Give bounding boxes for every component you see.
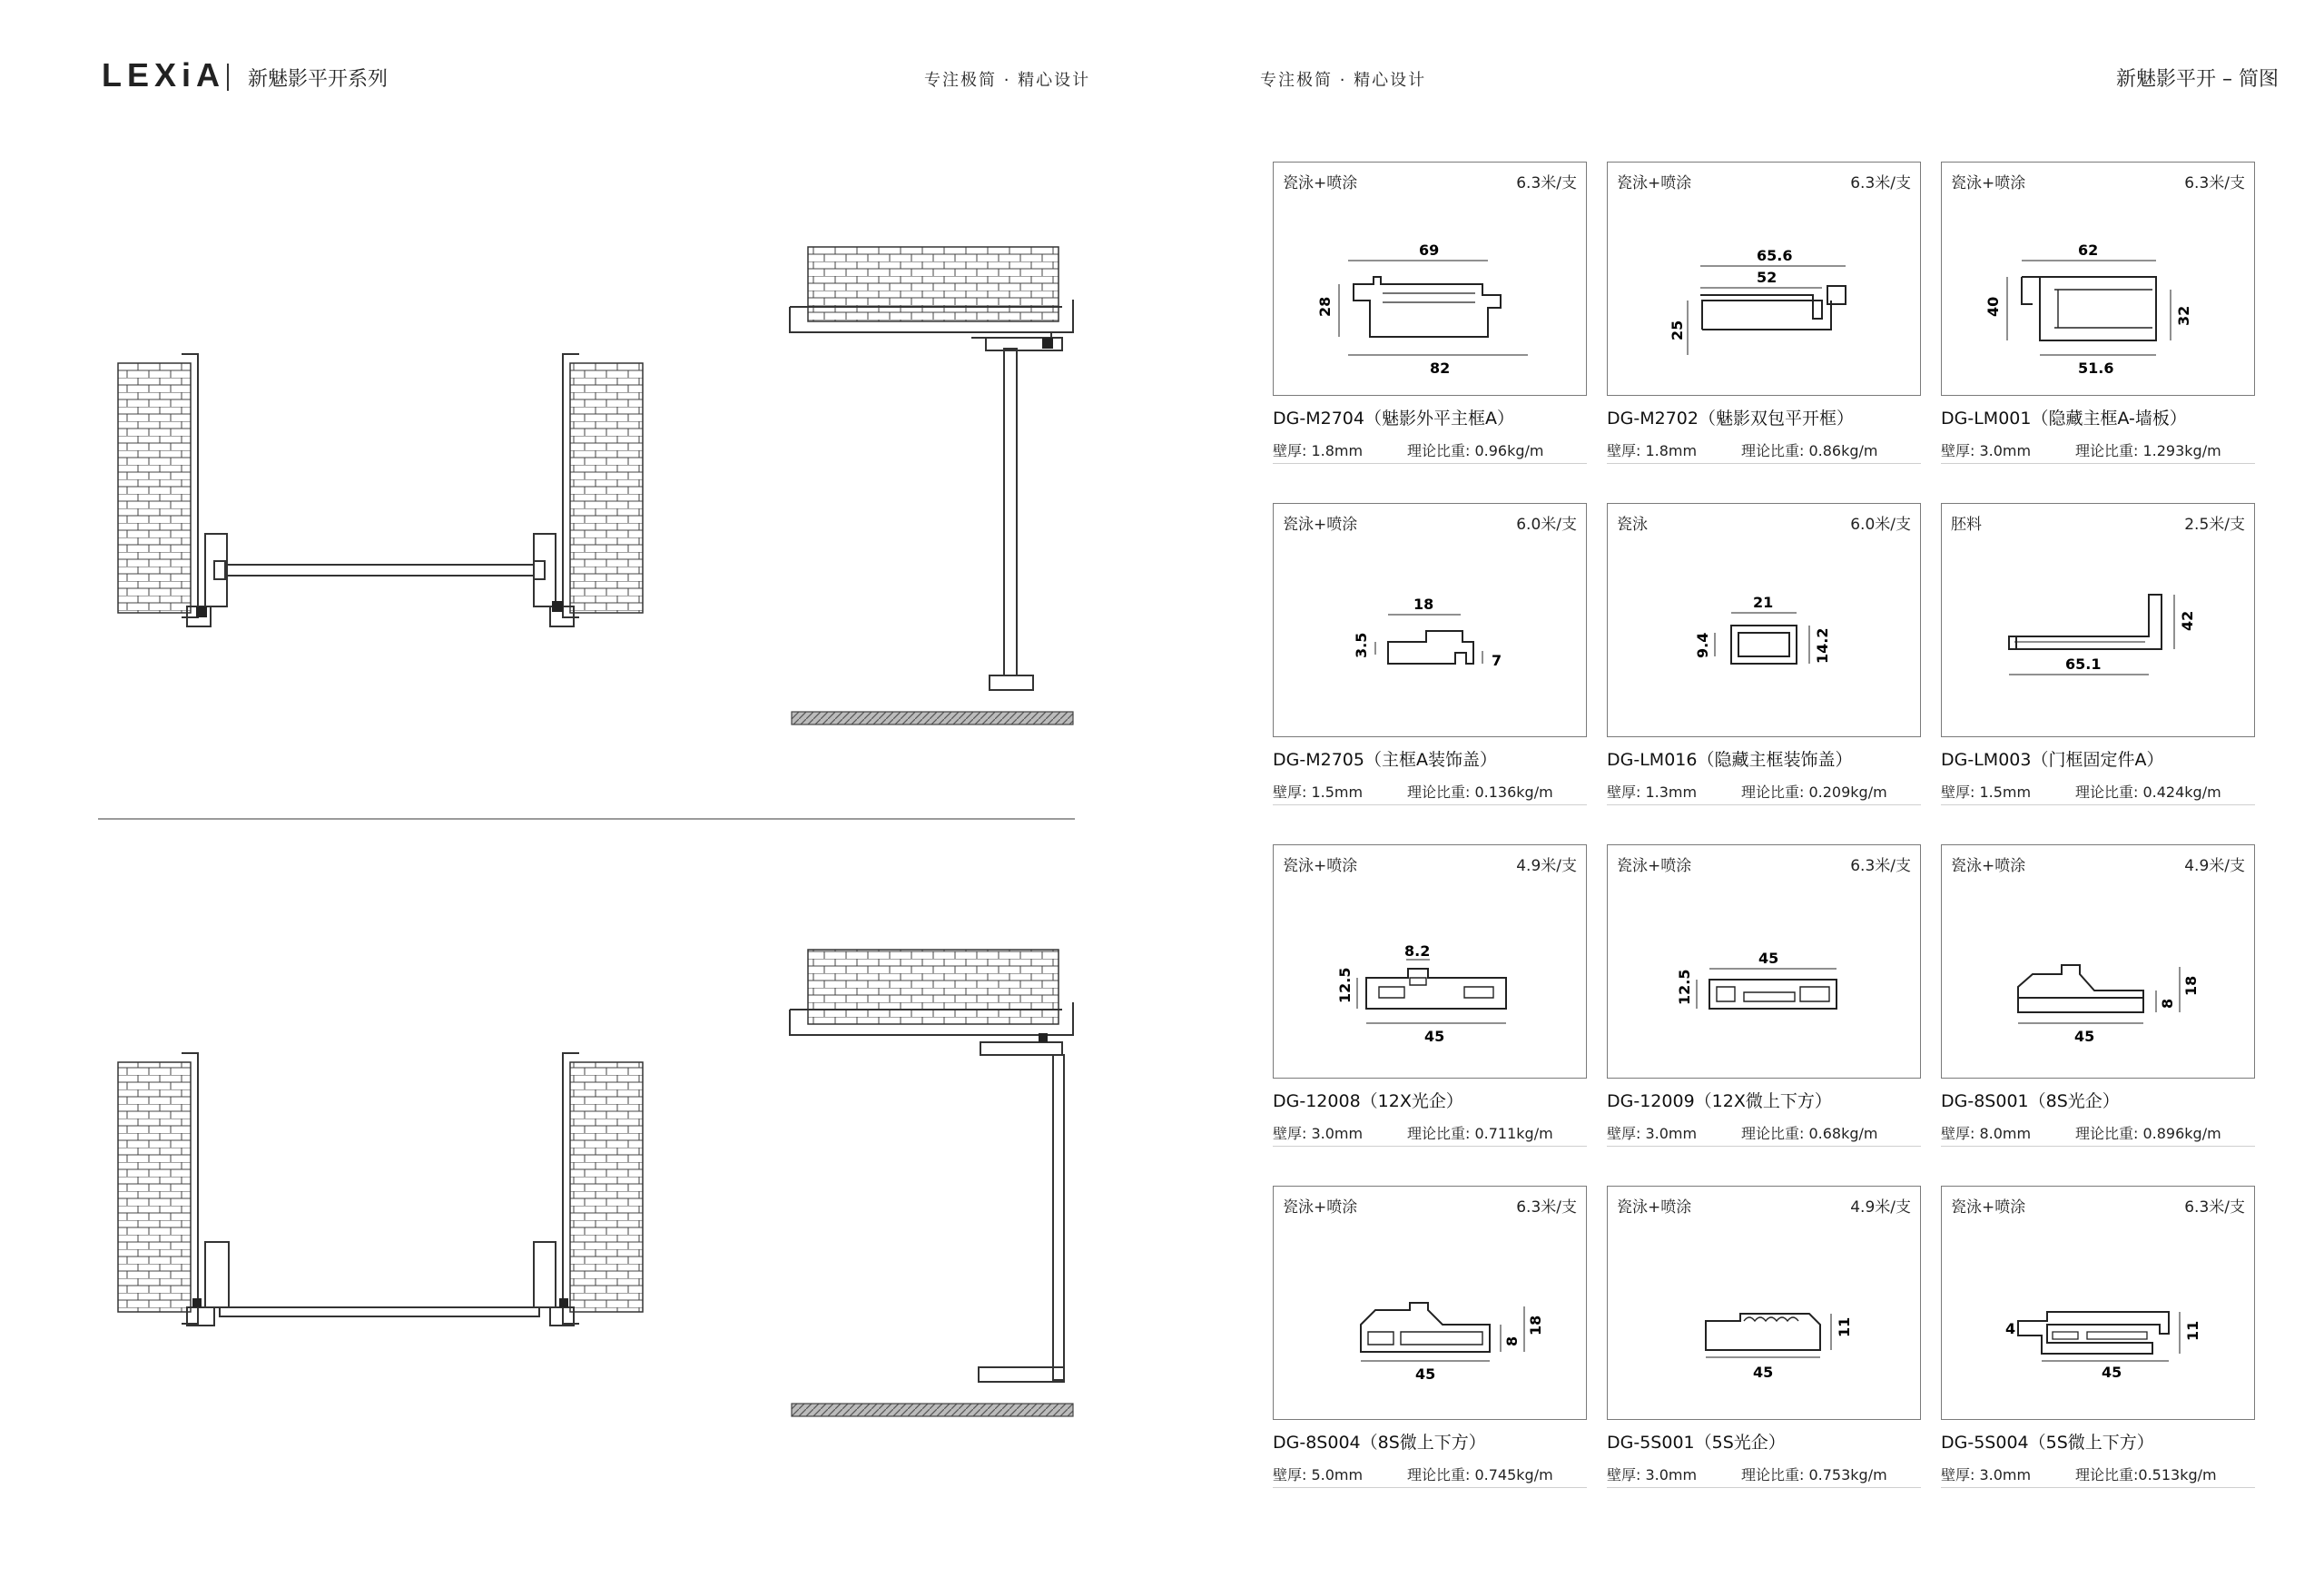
profile-specs xyxy=(1273,439,1587,464)
wall-thickness: 壁厚: 3.0mm xyxy=(1607,1125,1698,1142)
theoretical-weight: 理论比重: 0.68kg/m xyxy=(1741,1125,1878,1142)
profile-code: DG-M2705（主框A装饰盖） xyxy=(1273,750,1497,770)
dim-label: 65.6 xyxy=(1757,247,1793,264)
door-leaf xyxy=(218,565,537,576)
brick-wall-left xyxy=(118,363,191,613)
profile-section-drawing xyxy=(1274,195,1586,389)
dim-label: 42 xyxy=(2179,610,2196,631)
profile-section-drawing xyxy=(1608,878,1920,1072)
plan-view-bottom xyxy=(118,1053,643,1326)
dim-label: 12.5 xyxy=(1336,967,1354,1003)
profile-specs xyxy=(1607,1464,1921,1488)
theoretical-weight: 理论比重: 0.753kg/m xyxy=(1741,1466,1887,1483)
page-title: 新魅影平开 – 简图 xyxy=(2116,68,2279,91)
finish-label: 瓷泳+喷涂 xyxy=(1617,1198,1692,1217)
wall-thickness: 壁厚: 3.0mm xyxy=(1941,1466,2032,1483)
profile-section-drawing xyxy=(1942,195,2254,389)
profile-box xyxy=(1273,1186,1587,1420)
profile-box xyxy=(1273,844,1587,1079)
dim-label: 62 xyxy=(2078,241,2099,259)
dim-label: 7 xyxy=(1492,652,1502,669)
profile-box xyxy=(1273,503,1587,737)
profile-code: DG-5S004（5S微上下方） xyxy=(1941,1433,2154,1453)
profile-code: DG-LM003（门框固定件A） xyxy=(1941,750,2164,770)
length-label: 6.3米/支 xyxy=(1850,174,1911,192)
profile-section-drawing xyxy=(1942,878,2254,1072)
finish-label: 瓷泳 xyxy=(1617,516,1648,534)
wall-thickness: 壁厚: 1.8mm xyxy=(1607,442,1698,459)
door-leaf-elevation xyxy=(1053,1055,1064,1380)
profile-section-drawing xyxy=(1608,1219,1920,1414)
dim-label: 8 xyxy=(1503,1336,1521,1346)
dim-label: 45 xyxy=(1758,950,1779,967)
profile-section-drawing xyxy=(1942,1219,2254,1414)
theoretical-weight: 理论比重: 0.896kg/m xyxy=(2075,1125,2221,1142)
length-label: 4.9米/支 xyxy=(1850,1198,1911,1217)
length-label: 6.3米/支 xyxy=(2184,174,2245,192)
finish-label: 瓷泳+喷涂 xyxy=(1951,1198,2026,1217)
finish-label: 瓷泳+喷涂 xyxy=(1617,174,1692,192)
dim-label: 9.4 xyxy=(1694,632,1711,658)
dim-label: 25 xyxy=(1669,320,1686,340)
profile-specs xyxy=(1607,1122,1921,1147)
dim-label: 45 xyxy=(1424,1028,1445,1045)
profile-code: DG-M2704（魅影外平主框A） xyxy=(1273,409,1514,429)
profile-box xyxy=(1607,503,1921,737)
dim-label: 18 xyxy=(1527,1315,1544,1336)
dim-label: 52 xyxy=(1757,269,1777,286)
dim-label: 3.5 xyxy=(1353,632,1370,658)
length-label: 6.0米/支 xyxy=(1516,516,1577,534)
dim-label: 14.2 xyxy=(1814,627,1831,664)
dim-label: 28 xyxy=(1316,296,1334,317)
dim-label: 45 xyxy=(1753,1364,1774,1381)
section-drawings xyxy=(0,0,1108,1577)
profile-code: DG-8S004（8S微上下方） xyxy=(1273,1433,1486,1453)
theoretical-weight: 理论比重: 0.96kg/m xyxy=(1407,442,1544,459)
door-leaf-elevation xyxy=(1004,349,1017,675)
dim-label: 18 xyxy=(1413,596,1434,613)
length-label: 4.9米/支 xyxy=(2184,857,2245,875)
series-name: 新魅影平开系列 xyxy=(248,68,389,91)
profile-box xyxy=(1941,503,2255,737)
profile-box xyxy=(1273,162,1587,396)
profile-specs xyxy=(1273,1122,1587,1147)
dim-label: 45 xyxy=(2102,1364,2122,1381)
wall-thickness: 壁厚: 1.8mm xyxy=(1273,442,1364,459)
finish-label: 瓷泳+喷涂 xyxy=(1617,857,1692,875)
brand-logo: LEXiA xyxy=(102,56,226,94)
length-label: 6.3米/支 xyxy=(2184,1198,2245,1217)
profile-section-drawing xyxy=(1942,537,2254,731)
profile-code: DG-LM001（隐藏主框A-墙板） xyxy=(1941,409,2187,429)
dim-label: 8 xyxy=(2159,998,2176,1009)
finish-label: 瓷泳+喷涂 xyxy=(1283,1198,1358,1217)
theoretical-weight: 理论比重: 1.293kg/m xyxy=(2075,442,2221,459)
finish-label: 瓷泳+喷涂 xyxy=(1951,857,2026,875)
dim-label: 82 xyxy=(1430,360,1451,377)
brick-wall-right xyxy=(570,363,643,613)
wall-thickness: 壁厚: 3.0mm xyxy=(1273,1125,1364,1142)
door-leaf xyxy=(220,1307,539,1316)
profile-specs xyxy=(1273,781,1587,805)
finish-label: 瓷泳+喷涂 xyxy=(1283,857,1358,875)
profile-box xyxy=(1941,844,2255,1079)
slogan-left: 专注极简 · 精心设计 xyxy=(924,71,1091,90)
section-divider xyxy=(98,818,1075,820)
dim-label: 69 xyxy=(1419,241,1440,259)
profile-code: DG-12008（12X光企） xyxy=(1273,1091,1463,1111)
profile-specs xyxy=(1273,1464,1587,1488)
dim-label: 8.2 xyxy=(1404,942,1431,960)
length-label: 6.3米/支 xyxy=(1850,857,1911,875)
profile-box xyxy=(1941,1186,2255,1420)
profile-specs xyxy=(1941,1122,2255,1147)
dim-label: 45 xyxy=(2074,1028,2095,1045)
length-label: 4.9米/支 xyxy=(1516,857,1577,875)
profile-code: DG-5S001（5S光企） xyxy=(1607,1433,1786,1453)
dim-label: 4 xyxy=(2005,1320,2016,1337)
dim-label: 11 xyxy=(2184,1320,2201,1341)
section-view-bottom xyxy=(790,950,1073,1416)
dim-label: 21 xyxy=(1753,594,1774,611)
profile-box xyxy=(1607,844,1921,1079)
profile-box xyxy=(1607,162,1921,396)
brick-wall-head xyxy=(808,950,1059,1024)
wall-thickness: 壁厚: 1.5mm xyxy=(1273,784,1364,801)
theoretical-weight: 理论比重: 0.86kg/m xyxy=(1741,442,1878,459)
length-label: 6.0米/支 xyxy=(1850,516,1911,534)
dim-label: 51.6 xyxy=(2078,360,2114,377)
profile-code: DG-12009（12X微上下方） xyxy=(1607,1091,1832,1111)
plan-view-top xyxy=(118,354,643,626)
theoretical-weight: 理论比重: 0.424kg/m xyxy=(2075,784,2221,801)
dim-label: 45 xyxy=(1415,1365,1436,1383)
profile-box xyxy=(1941,162,2255,396)
profile-section-drawing xyxy=(1608,195,1920,389)
theoretical-weight: 理论比重: 0.136kg/m xyxy=(1407,784,1553,801)
length-label: 2.5米/支 xyxy=(2184,516,2245,534)
brick-wall-left xyxy=(118,1062,191,1312)
brick-wall-head xyxy=(808,247,1059,321)
theoretical-weight: 理论比重: 0.745kg/m xyxy=(1407,1466,1553,1483)
wall-thickness: 壁厚: 8.0mm xyxy=(1941,1125,2032,1142)
dim-label: 40 xyxy=(1984,296,2002,317)
profile-code: DG-LM016（隐藏主框装饰盖） xyxy=(1607,750,1853,770)
wall-thickness: 壁厚: 5.0mm xyxy=(1273,1466,1364,1483)
dim-label: 65.1 xyxy=(2065,655,2102,673)
profile-specs xyxy=(1607,781,1921,805)
profile-section-drawing xyxy=(1274,537,1586,731)
dim-label: 11 xyxy=(1836,1316,1853,1337)
profile-code: DG-8S001（8S光企） xyxy=(1941,1091,2120,1111)
slogan-right: 专注极简 · 精心设计 xyxy=(1260,71,1427,90)
profile-specs xyxy=(1607,439,1921,464)
wall-thickness: 壁厚: 3.0mm xyxy=(1941,442,2032,459)
brick-wall-right xyxy=(570,1062,643,1312)
wall-thickness: 壁厚: 1.3mm xyxy=(1607,784,1698,801)
theoretical-weight: 理论比重: 0.711kg/m xyxy=(1407,1125,1553,1142)
length-label: 6.3米/支 xyxy=(1516,1198,1577,1217)
profile-section-drawing xyxy=(1274,878,1586,1072)
finish-label: 瓷泳+喷涂 xyxy=(1951,174,2026,192)
finish-label: 瓷泳+喷涂 xyxy=(1283,174,1358,192)
profile-specs xyxy=(1941,439,2255,464)
profile-code: DG-M2702（魅影双包平开框） xyxy=(1607,409,1854,429)
theoretical-weight: 理论比重: 0.209kg/m xyxy=(1741,784,1887,801)
floor xyxy=(792,712,1073,724)
length-label: 6.3米/支 xyxy=(1516,174,1577,192)
profile-section-drawing xyxy=(1274,1219,1586,1414)
dim-label: 12.5 xyxy=(1676,969,1693,1005)
profile-section-drawing xyxy=(1608,537,1920,731)
dim-label: 18 xyxy=(2182,975,2200,996)
section-view-top xyxy=(790,247,1073,724)
finish-label: 瓷泳+喷涂 xyxy=(1283,516,1358,534)
profile-specs xyxy=(1941,781,2255,805)
dim-label: 32 xyxy=(2175,305,2192,326)
finish-label: 胚料 xyxy=(1951,516,1982,534)
wall-thickness: 壁厚: 1.5mm xyxy=(1941,784,2032,801)
floor xyxy=(792,1404,1073,1416)
theoretical-weight: 理论比重:0.513kg/m xyxy=(2075,1466,2217,1483)
wall-thickness: 壁厚: 3.0mm xyxy=(1607,1466,1698,1483)
profile-box xyxy=(1607,1186,1921,1420)
profile-specs xyxy=(1941,1464,2255,1488)
